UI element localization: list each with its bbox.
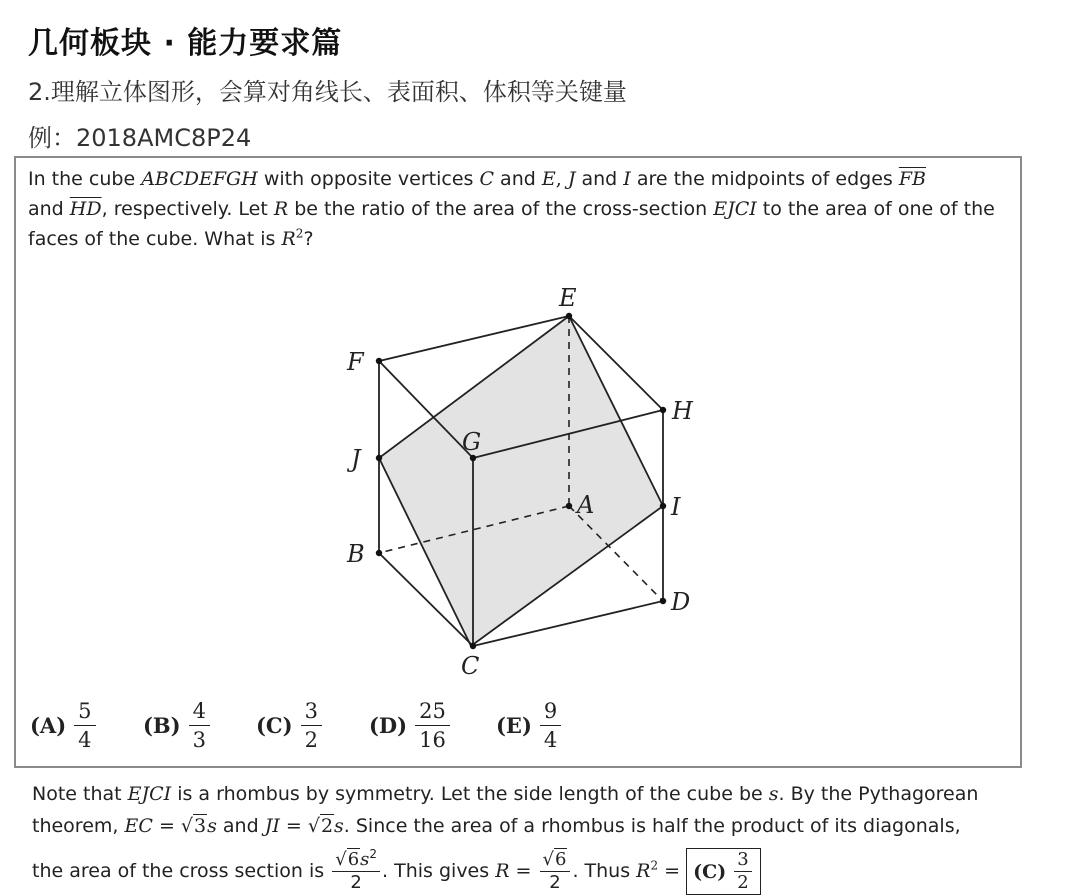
vertex-d-dot <box>660 598 666 604</box>
vertex-label-c: C <box>461 652 480 680</box>
page-title: 几何板块 · 能力要求篇 <box>28 26 343 61</box>
cross-section-name: EJCI <box>713 198 757 220</box>
solution-text <box>32 778 1032 895</box>
problem-box <box>14 156 1022 768</box>
cross-section-fill <box>379 316 663 646</box>
vertex-h-dot <box>660 407 666 413</box>
vertex-e-dot <box>566 313 572 319</box>
vertex-label-h: H <box>672 397 693 425</box>
solution-line-3: the area of the cross section is $\frac{√6s^2}{2}$ . This gives R = $\frac{√6}{2}$ . Thus $R^2$ = (C) $\frac{3}{2}$ <box>32 848 1032 895</box>
vertex-label-f: F <box>347 348 364 376</box>
cube-figure <box>16 158 1020 766</box>
solution-line-1: Note that EJCI is a rhombus by symmetry. Let the side length of the cube be s. By the Pythagorean <box>32 783 979 805</box>
choice-a: (A) $\frac{5}{4}$ <box>30 698 96 753</box>
edge-hd: $\overline{HD}$ <box>69 198 102 220</box>
vertex-label-a: A <box>577 491 595 519</box>
vertex-label-d: D <box>671 588 691 616</box>
vertex-a-dot <box>566 503 572 509</box>
vertex-f-dot <box>376 358 382 364</box>
vertex-label-g: G <box>462 428 482 456</box>
vertex-label-e: E <box>559 284 577 312</box>
cube-name: ABCDEFGH <box>141 168 258 190</box>
final-answer-box: (C) $\frac{3}{2}$ <box>686 848 761 895</box>
edge-fb: $\overline{FB}$ <box>898 168 926 190</box>
choice-e: (E) $\frac{9}{4}$ <box>496 698 561 753</box>
solution-line-2: theorem, EC = √3s and JI = √2s. Since the area of a rhombus is half the product of its diagonals, <box>32 815 961 837</box>
example-label: 例：2018AMC8P24 <box>28 124 252 152</box>
vertex-label-b: B <box>347 540 365 568</box>
vertex-label-i: I <box>671 493 681 521</box>
vertex-label-j: J <box>351 445 361 473</box>
problem-statement: In the cube ABCDEFGH with opposite vertices C and E, J and I are the midpoints of edges $\overline{FB}$ and $\overline{HD}$, respectively. Let R be the ratio of the area of the cross-section EJCI to the area of one of the faces of the cube. What is $R^2$? <box>28 168 995 250</box>
vertex-i-dot <box>660 503 666 509</box>
page-subtitle: 2.理解立体图形，会算对角线长、表面积、体积等关键量 <box>28 78 627 106</box>
vertex-c-dot <box>470 643 476 649</box>
choice-b: (B) $\frac{4}{3}$ <box>143 698 210 753</box>
choice-c: (C) $\frac{3}{2}$ <box>256 698 322 753</box>
vertex-j-dot <box>376 455 382 461</box>
vertex-b-dot <box>376 550 382 556</box>
choice-d: (D) $\frac{25}{16}$ <box>369 698 450 753</box>
